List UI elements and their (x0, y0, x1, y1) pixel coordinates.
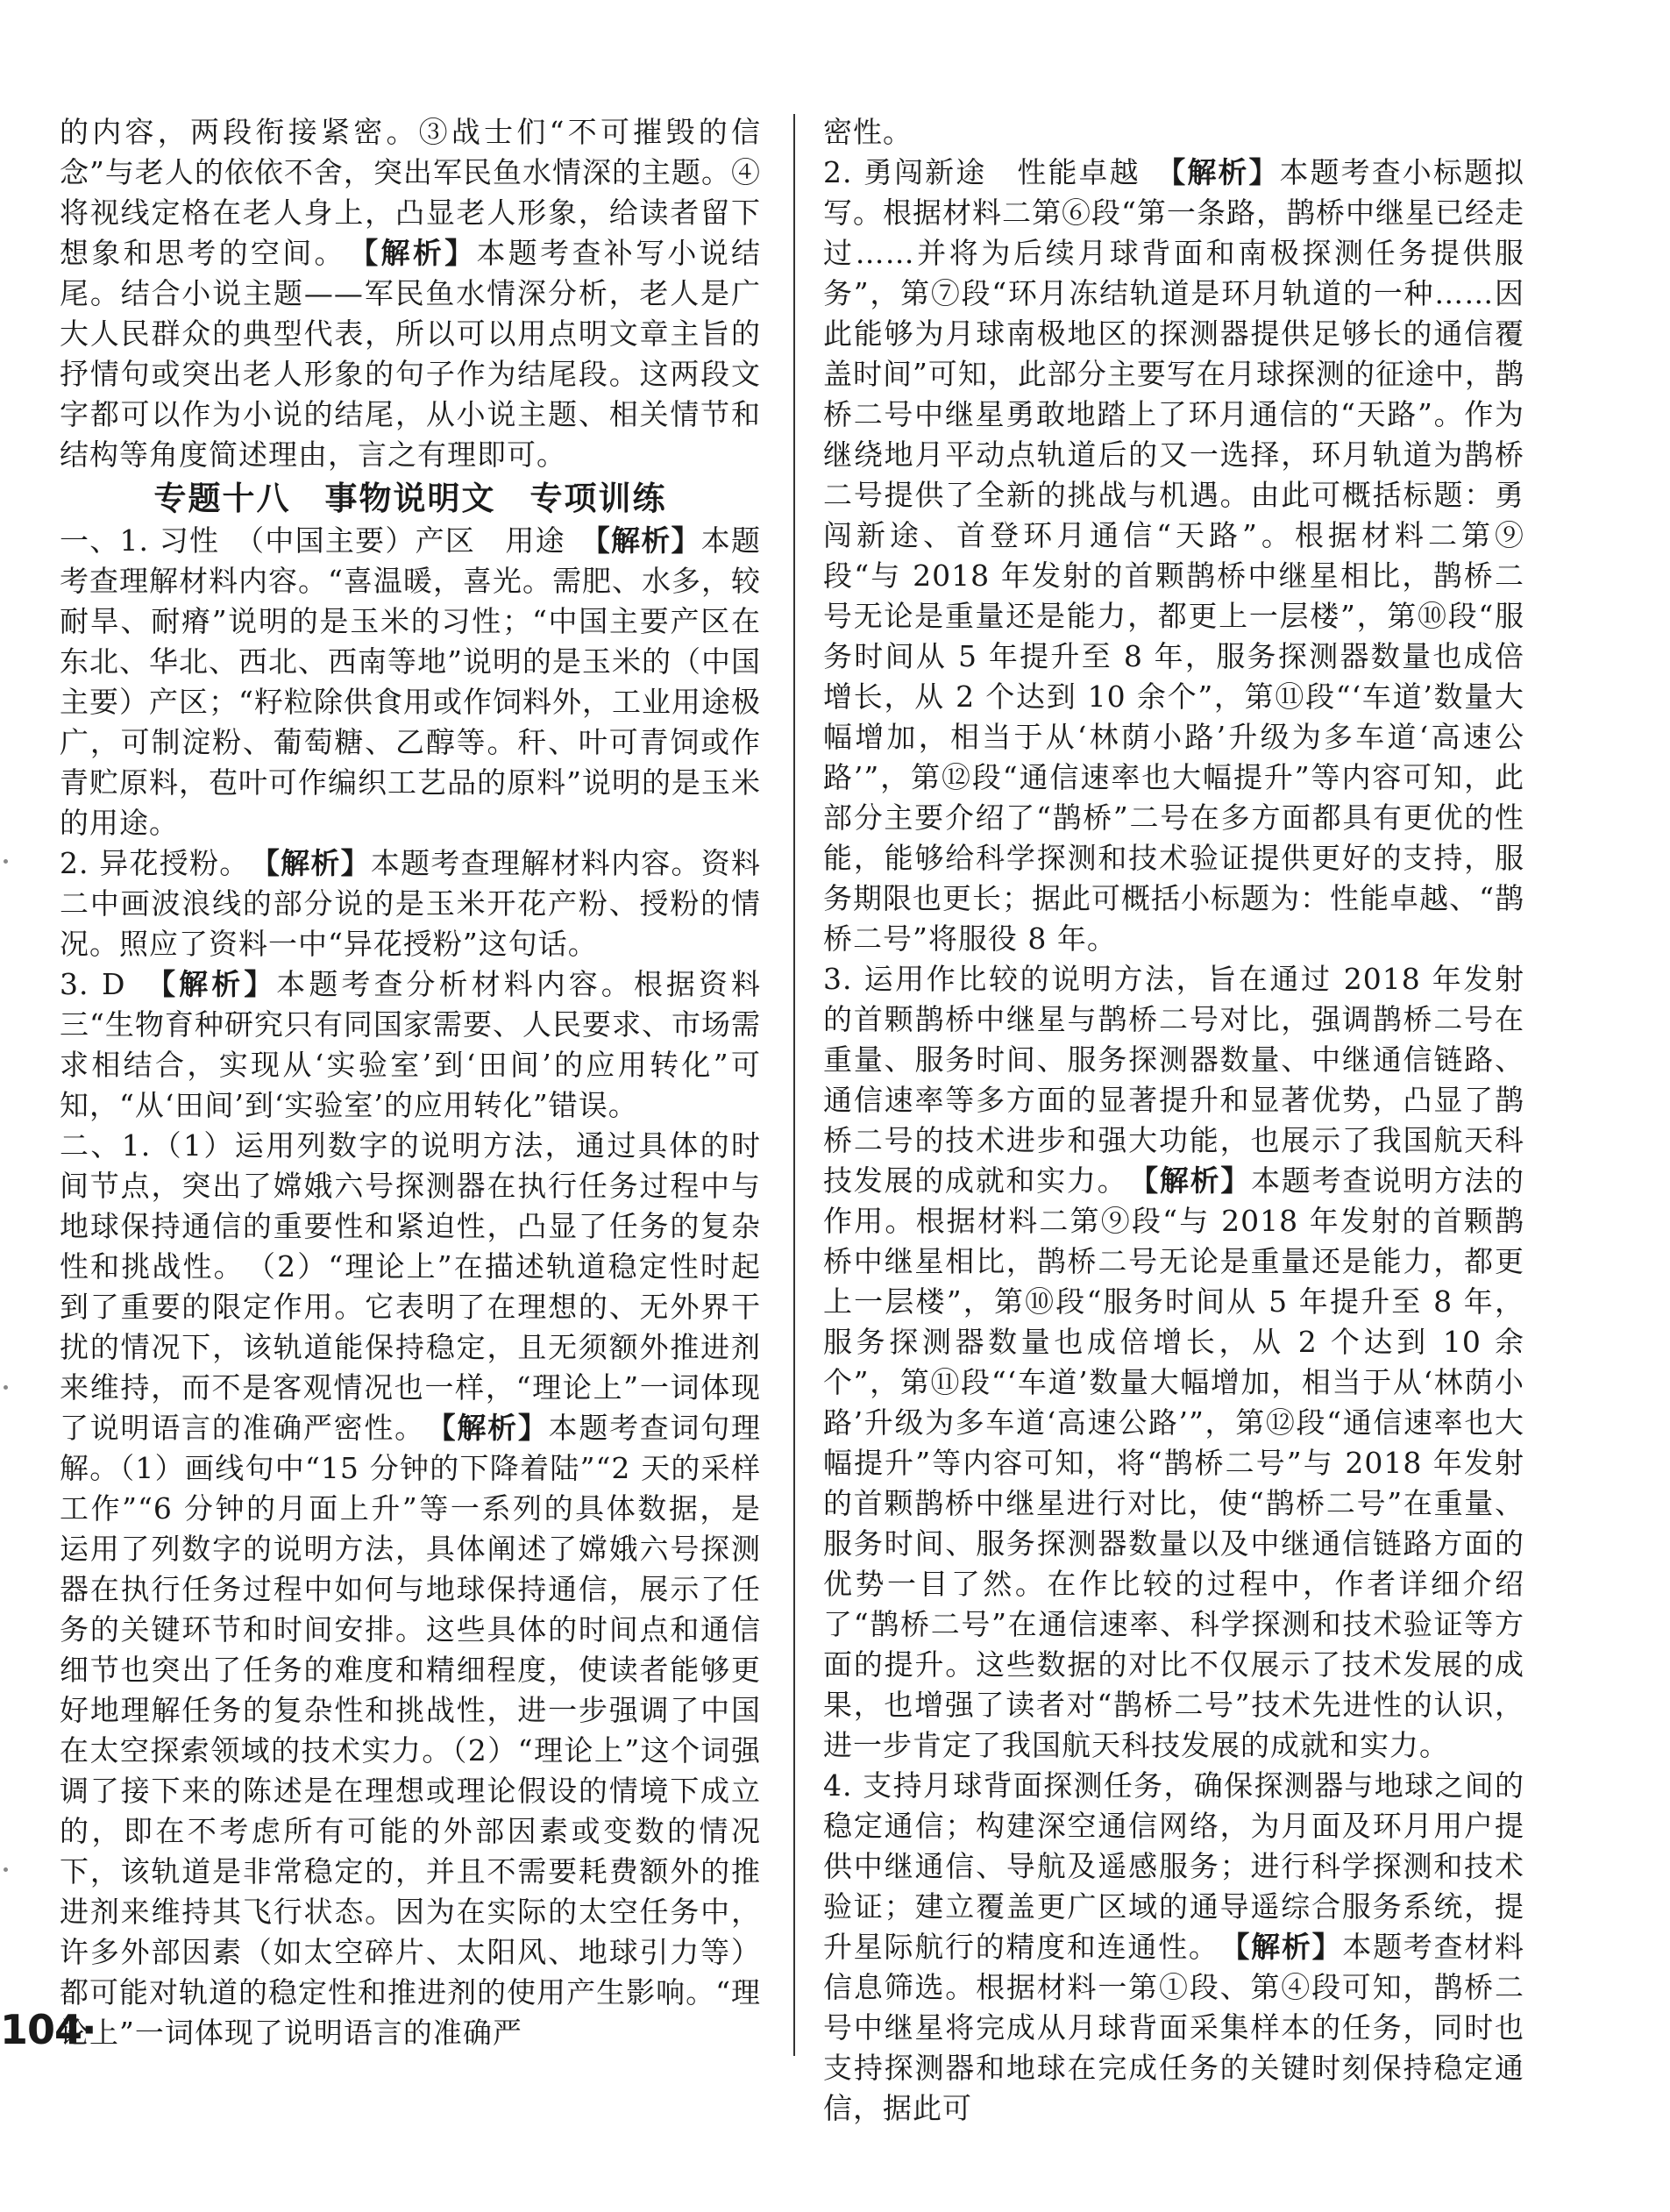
column-divider (793, 114, 795, 2056)
answer-1-2-text: 2. 异花授粉。 (60, 846, 236, 880)
analysis-tag: 【解析】 (265, 846, 371, 880)
answer-2-4-text: 4. 支持月球背面探测任务，确保探测器与地球之间的稳定通信；构建深空通信网络，为月面及环月用户提供中继通信、导航及遥感服务；进行科学探测和技术验证；建立覆盖更广区域的通导遥综合服务系统，提升星际航行的精度和连通性。 (823, 1768, 1524, 1964)
right-column (823, 112, 1524, 2129)
answer-2-3-analysis: 本题考查说明方法的作用。根据材料二第⑨段“与 2018 年发射的首颗鹊桥中继星相比，鹊桥二号无论是重量还是能力，都更上一层楼”，第⑩段“服务时间从 5 年提升至 8 年，服务探测器数量也成倍增长，从 2 个达到 10 余个”，第⑪段“‘车道’数量大幅增加，相当于从‘林荫小路’升级为多车道‘高速公路’”，第⑫段“通信速率也大幅提升”等内容可知，将“鹊桥二号”与 2018 年发射的首颗鹊桥中继星进行对比，使“鹊桥二号”在重量、服务时间、服务探测器数量以及中继通信链路方面的优势一目了然。在作比较的过程中，作者详细介绍了“鹊桥二号”在通信速率、科学探测和技术验证等方面的提升。这些数据的对比不仅展示了技术发展的成果，也增强了读者对“鹊桥二号”技术先进性的认识，进一步肯定了我国航天科技发展的成就和实力。 (823, 1163, 1525, 1762)
answer-2-2 (823, 153, 1524, 959)
answer-1-3 (60, 964, 761, 1126)
analysis-tag: 【解析】 (441, 1411, 549, 1445)
answer-2-1 (60, 1126, 761, 2053)
answer-1-2-analysis: 本题考查理解材料内容。资料二中画波浪线的部分说的是玉米开花产粉、授粉的情况。照应了资料一中“异花授粉”这句话。 (60, 846, 761, 961)
page-number: 104· (0, 2006, 96, 2053)
intro-text: 的内容，两段衔接紧密。③战士们“不可摧毁的信念”与老人的依依不舍，突出军民鱼水情深的主题。④将视线定格在老人身上，凸显老人形象，给读者留下想象和思考的空间。 (60, 115, 761, 270)
analysis-tag: 【解析】 (160, 967, 277, 1001)
scan-mark (4, 1867, 8, 1872)
answer-1-1-analysis: 本题考查理解材料内容。“喜温暖，喜光。需肥、水多，较耐旱、耐瘠”说明的是玉米的习性；“中国主要产区在东北、华北、西北、西南等地”说明的是玉米的（中国主要）产区；“籽粒除供食用或作饲料外，工业用途极广，可制淀粉、葡萄糖、乙醇等。秆、叶可青饲或作青贮原料，苞叶可作编织工艺品的原料”说明的是玉米的用途。 (60, 523, 761, 840)
answer-1-1-text: 一、1. 习性 （中国主要）产区 用途 (60, 523, 565, 558)
answer-1-1 (60, 521, 761, 843)
scan-mark (4, 1385, 8, 1390)
analysis-tag: 【解析】 (363, 236, 477, 270)
answer-2-4 (823, 1766, 1524, 2129)
answer-2-3 (823, 959, 1524, 1766)
answer-1-2 (60, 843, 761, 964)
left-column (60, 112, 761, 2053)
analysis-tag: 【解析】 (595, 523, 701, 558)
section-title: 专题十八 事物说明文 专项训练 (153, 480, 667, 517)
analysis-tag: 【解析】 (1170, 155, 1280, 189)
continued-text: 密性。 (823, 115, 913, 149)
answer-1-3-text: 3. D (60, 967, 126, 1001)
answer-2-4-analysis: 本题考查材料信息筛选。根据材料一第①段、第④段可知，鹊桥二号中继星将完成从月球背面采集样本的任务，同时也支持探测器和地球在完成任务的关键时刻保持稳定通信，据此可 (823, 1930, 1525, 2125)
intro-paragraph (60, 112, 761, 475)
answer-1-3-analysis: 本题考查分析材料内容。根据资料三“生物育种研究只有同国家需要、人民要求、市场需求相结合，实现从‘实验室’到‘田间’的应用转化”可知，“从‘田间’到‘实验室’的应用转化”错误。 (60, 967, 762, 1122)
answer-2-1-analysis: 本题考查词句理解。（1）画线句中“15 分钟的下降着陆”“2 天的采样工作”“6 分钟的月面上升”等一系列的具体数据，是运用了列数字的说明方法，具体阐述了嫦娥六号探测器在执行任务过程中如何与地球保持通信，展示了任务的关键环节和时间安排。这些具体的时间点和通信细节也突出了任务的难度和精细程度，使读者能够更好地理解任务的复杂性和挑战性，进一步强调了中国在太空探索领域的技术实力。（2）“理论上”这个词强调了接下来的陈述是在理想或理论假设的情境下成立的，即在不考虑所有可能的外部因素或变数的情况下，该轨道是非常稳定的，并且不需要耗费额外的推进剂来维持其飞行状态。因为在实际的太空任务中，许多外部因素（如太空碎片、太阳风、地球引力等）都可能对轨道的稳定性和推进剂的使用产生影响。“理论上”一词体现了说明语言的准确严 (60, 1411, 762, 2050)
answer-2-2-text: 2. 勇闯新途 性能卓越 (823, 155, 1141, 189)
answer-2-1-text: 二、1.（1）运用列数字的说明方法，通过具体的时间节点，突出了嫦娥六号探测器在执行任务过程中与地球保持通信的重要性和紧迫性，凸显了任务的复杂性和挑战性。 （2）“理论上”在描述轨道稳定性时起到了重要的限定作用。它表明了在理想的、无外界干扰的情况下，该轨道能保持稳定，且无须额外推进剂来维持，而不是客观情况也一样，“理论上”一词体现了说明语言的准确严密性。 (60, 1128, 761, 1445)
intro-analysis-text: 本题考查补写小说结尾。结合小说主题——军民鱼水情深分析，老人是广大人民群众的典型代表，所以可以用点明文章主旨的抒情句或突出老人形象的句子作为结尾段。这两段文字都可以作为小说的结尾，从小说主题、相关情节和结构等角度简述理由，言之有理即可。 (60, 236, 762, 472)
answer-2-2-analysis: 本题考查小标题拟写。根据材料二第⑥段“第一条路，鹊桥中继星已经走过……并将为后续月球背面和南极探测任务提供服务”，第⑦段“环月冻结轨道是环月轨道的一种……因此能够为月球南极地区的探测器提供足够长的通信覆盖时间”可知，此部分主要写在月球探测的征途中，鹊桥二号中继星勇敢地踏上了环月通信的“天路”。作为继绕地月平动点轨道后的又一选择，环月轨道为鹊桥二号提供了全新的挑战与机遇。由此可概括标题：勇闯新途、首登环月通信“天路”。根据材料二第⑨段“与 2018 年发射的首颗鹊桥中继星相比，鹊桥二号无论是重量还是能力，都更上一层楼”，第⑩段“服务时间从 5 年提升至 8 年，服务探测器数量也成倍增长，从 2 个达到 10 余个”，第⑪段“‘车道’数量大幅增加，相当于从‘林荫小路’升级为多车道‘高速公路’”，第⑫段“通信速率也大幅提升”等内容可知，此部分主要介绍了“鹊桥”二号在多方面都具有更优的性能，能够给科学探测和技术验证提供更好的支持，服务期限也更长；据此可概括小标题为：性能卓越、“鹊桥二号”将服役 8 年。 (823, 155, 1525, 956)
answer-2-3-text: 3. 运用作比较的说明方法，旨在通过 2018 年发射的首颗鹊桥中继星与鹊桥二号对比，强调鹊桥二号在重量、服务时间、服务探测器数量、中继通信链路、通信速率等多方面的显著提升和显著优势，凸显了鹊桥二号的技术进步和强大功能，也展示了我国航天科技发展的成就和实力。 (823, 962, 1524, 1198)
scan-mark (4, 859, 8, 864)
analysis-tag: 【解析】 (1143, 1163, 1252, 1198)
analysis-tag: 【解析】 (1234, 1930, 1343, 1964)
